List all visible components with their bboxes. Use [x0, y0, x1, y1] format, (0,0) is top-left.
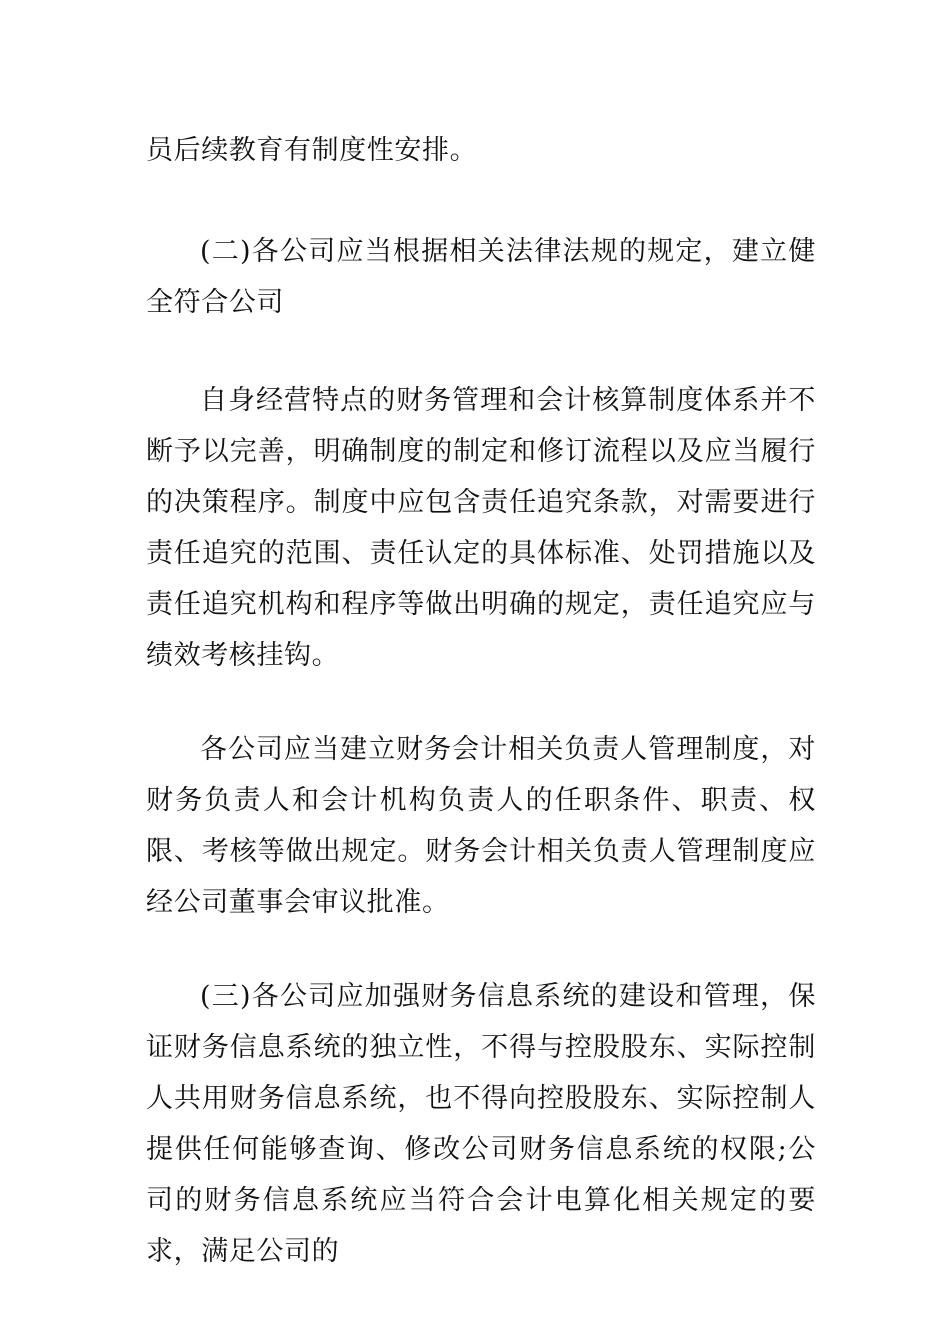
paragraph-section-3: (三)各公司应加强财务信息系统的建设和管理，保证财务信息系统的独立性，不得与控股股东、实际控制人共用财务信息系统，也不得向控股股东、实际控制人提供任何能够查询、修改公司财务信息系统的权限;公司的财务信息系统应当符合会计电算化相关规定的要求，满足公司的 [146, 981, 816, 1267]
paragraph-continuation: 员后续教育有制度性安排。 [146, 135, 478, 166]
paragraph-accounting-system: 自身经营特点的财务管理和会计核算制度体系并不断予以完善，明确制度的制定和修订流程以及应当履行的决策程序。制度中应包含责任追究条款，对需要进行责任追究的范围、责任认定的具体标准、处罚措施以及责任追究机构和程序等做出明确的规定，责任追究应与绩效考核挂钩。 [146, 385, 816, 671]
paragraph-section-2: (二)各公司应当根据相关法律法规的规定，建立健全符合公司 [146, 236, 816, 318]
paragraph-responsible-person: 各公司应当建立财务会计相关负责人管理制度，对财务负责人和会计机构负责人的任职条件、职责、权限、考核等做出规定。财务会计相关负责人管理制度应经公司董事会审议批准。 [146, 734, 816, 918]
